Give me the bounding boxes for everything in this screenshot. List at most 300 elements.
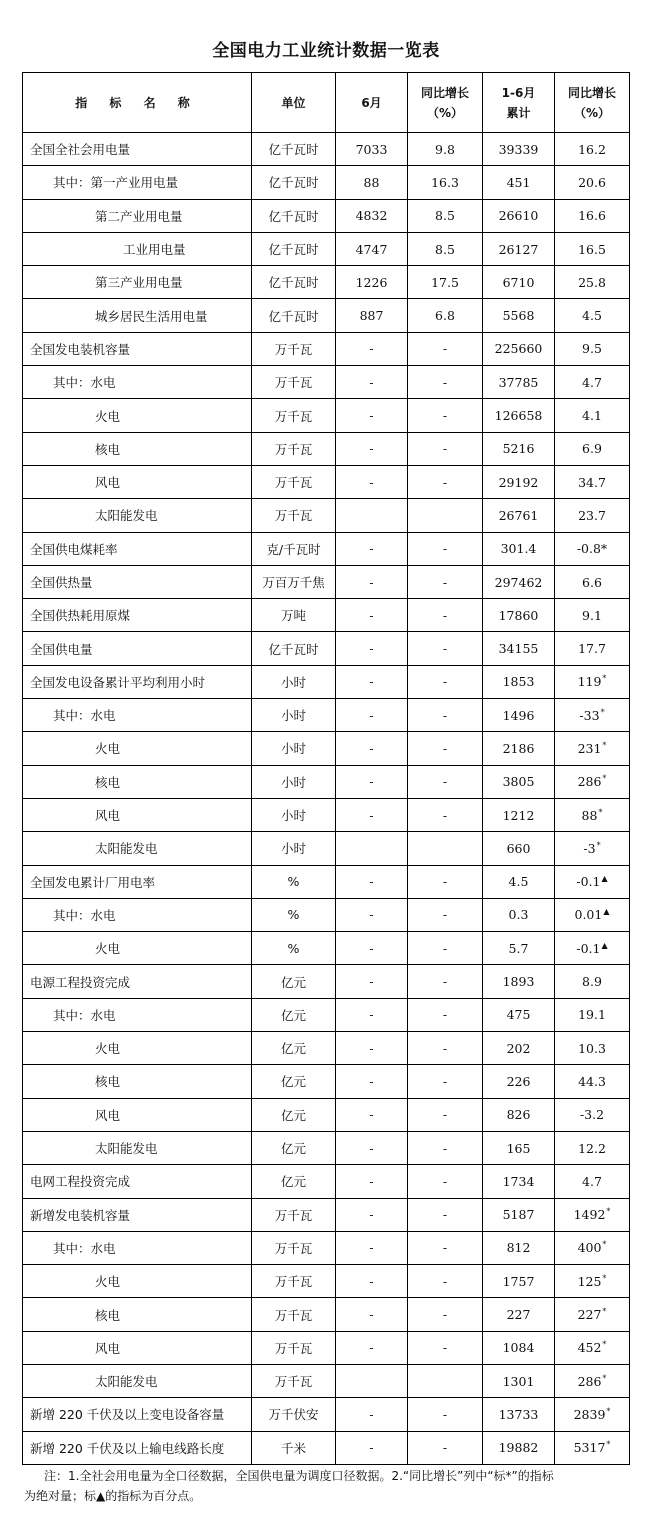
- row-month-value: [336, 1331, 408, 1364]
- row-month-yoy: [408, 1298, 483, 1331]
- row-unit: [252, 1298, 336, 1331]
- row-month-value: [336, 665, 408, 698]
- row-unit-text: 万千瓦: [274, 408, 313, 424]
- row-unit: [252, 765, 336, 798]
- row-month-value: [336, 133, 408, 166]
- row-cumulative-value-text: 5216: [502, 441, 535, 457]
- row-month-yoy: [408, 1265, 483, 1298]
- table-row: [23, 1065, 630, 1098]
- row-unit: [252, 1165, 336, 1198]
- row-indicator-name-text: 核电: [95, 441, 121, 457]
- row-cumulative-value: [483, 1364, 555, 1397]
- row-cumulative-yoy-text: 25.8: [578, 274, 606, 290]
- row-cumulative-value: [483, 1098, 555, 1131]
- row-unit-text: 小时: [280, 808, 306, 824]
- header-month-yoy-line1: 同比增长: [420, 85, 469, 100]
- row-cumulative-yoy-text: 4.7: [582, 1173, 602, 1189]
- row-cumulative-value-text: 17860: [498, 607, 539, 623]
- row-month-value: [336, 1131, 408, 1164]
- row-cumulative-yoy-text: 16.5: [578, 241, 606, 257]
- row-indicator-name: [23, 1364, 252, 1397]
- row-month-value-text: 1226: [355, 274, 388, 290]
- row-indicator-name: [23, 133, 252, 166]
- row-cumulative-value: [483, 1198, 555, 1231]
- row-unit-text: 万吨: [280, 608, 306, 624]
- table-row: [23, 665, 630, 698]
- row-cumulative-yoy: [555, 932, 630, 965]
- row-month-value-text: -: [369, 1007, 374, 1023]
- table-row: [23, 832, 630, 865]
- row-indicator-name-text: 全国全社会用电量: [30, 142, 131, 158]
- row-unit-text: 亿千瓦时: [268, 275, 319, 291]
- row-indicator-name-text: 风电: [95, 808, 121, 824]
- row-cumulative-yoy: [555, 1231, 630, 1264]
- row-indicator-name-text: 第二产业用电量: [95, 208, 183, 224]
- row-cumulative-yoy: [555, 1131, 630, 1164]
- row-unit: [252, 399, 336, 432]
- row-unit: [252, 732, 336, 765]
- row-month-value: [336, 266, 408, 299]
- row-indicator-name-text: 其中：水电: [53, 1007, 116, 1023]
- row-month-value-text: -: [369, 1140, 374, 1156]
- row-month-yoy-text: -: [442, 1273, 448, 1289]
- row-month-value-text: -: [369, 441, 374, 457]
- row-month-yoy: [408, 266, 483, 299]
- row-cumulative-yoy: [555, 865, 630, 898]
- table-row: [23, 1298, 630, 1331]
- row-cumulative-value: [483, 232, 555, 265]
- row-indicator-name-text: 全国供热量: [30, 575, 93, 590]
- row-month-value: [336, 832, 408, 865]
- row-indicator-name-text: 全国发电设备累计平均利用小时: [30, 674, 206, 690]
- row-cumulative-yoy: [555, 965, 630, 998]
- header-cumulative-line2: 累计: [506, 105, 531, 120]
- row-month-value: [336, 965, 408, 998]
- row-indicator-name: [23, 932, 252, 965]
- row-unit-text: 亿元: [280, 1041, 306, 1057]
- row-unit-text: 千米: [280, 1440, 306, 1456]
- row-month-yoy-text: 8.5: [435, 241, 455, 257]
- row-unit: [252, 632, 336, 665]
- table-row: [23, 299, 630, 332]
- table-row: [23, 532, 630, 565]
- table-row: [23, 1165, 630, 1198]
- row-month-yoy: [408, 1231, 483, 1264]
- table-row: [23, 1265, 630, 1298]
- row-indicator-name: [23, 898, 252, 931]
- row-unit: [252, 998, 336, 1031]
- absolute-value-mark: *: [606, 1440, 611, 1450]
- row-indicator-name-text: 新增发电装机容量: [30, 1207, 131, 1223]
- row-month-value: [336, 1265, 408, 1298]
- row-cumulative-value-text: 1853: [502, 674, 535, 690]
- row-cumulative-yoy: [555, 1331, 630, 1364]
- absolute-value-mark: *: [602, 674, 607, 684]
- row-unit: [252, 1331, 336, 1364]
- row-cumulative-value-text: 1893: [502, 974, 535, 990]
- row-unit: [252, 366, 336, 399]
- row-cumulative-value: [483, 665, 555, 698]
- row-cumulative-value: [483, 199, 555, 232]
- row-indicator-name: [23, 632, 252, 665]
- row-cumulative-yoy: [555, 266, 630, 299]
- row-cumulative-yoy-text: -3.2: [579, 1107, 605, 1123]
- table-row: [23, 965, 630, 998]
- row-unit-text: 万千瓦: [274, 1307, 313, 1323]
- row-unit-text: 万千瓦: [274, 508, 313, 524]
- absolute-value-mark: *: [602, 774, 607, 784]
- table-row: [23, 499, 630, 532]
- row-cumulative-yoy-text: 44.3: [578, 1073, 606, 1089]
- row-month-yoy: [408, 1131, 483, 1164]
- row-indicator-name: [23, 798, 252, 831]
- row-month-yoy: [408, 632, 483, 665]
- row-month-value-text: -: [369, 1040, 374, 1056]
- row-unit-text: 亿千瓦时: [268, 242, 319, 258]
- row-cumulative-value-text: 660: [506, 840, 531, 856]
- row-cumulative-yoy-text: -3: [583, 840, 596, 856]
- row-cumulative-value-text: 5.7: [508, 940, 529, 956]
- row-month-value: [336, 166, 408, 199]
- page-title: 全国电力工业统计数据一览表: [212, 41, 440, 61]
- row-month-value: [336, 399, 408, 432]
- row-month-yoy-text: -: [442, 341, 448, 357]
- row-month-yoy-text: 8.5: [435, 208, 455, 224]
- header-cumulative: [483, 73, 555, 133]
- row-cumulative-yoy-text: 286: [577, 774, 602, 790]
- row-month-value: [336, 798, 408, 831]
- row-cumulative-yoy: [555, 632, 630, 665]
- row-cumulative-yoy-text: 5317: [573, 1440, 606, 1456]
- row-month-yoy-text: -: [442, 1406, 448, 1422]
- row-cumulative-yoy: [555, 998, 630, 1031]
- row-indicator-name-text: 核电: [95, 1074, 121, 1090]
- row-cumulative-value: [483, 1265, 555, 1298]
- row-month-value-text: -: [369, 774, 374, 790]
- row-unit: [252, 798, 336, 831]
- row-indicator-name-text: 火电: [95, 1041, 121, 1057]
- row-month-yoy-text: -: [442, 1207, 448, 1223]
- row-indicator-name: [23, 599, 252, 632]
- row-month-yoy-text: -: [442, 740, 448, 756]
- row-month-value: [336, 1398, 408, 1431]
- row-unit: [252, 1098, 336, 1131]
- row-indicator-name: [23, 465, 252, 498]
- row-cumulative-yoy: [555, 299, 630, 332]
- row-cumulative-value-text: 227: [506, 1307, 531, 1323]
- row-cumulative-yoy: [555, 499, 630, 532]
- row-cumulative-yoy: [555, 1032, 630, 1065]
- footnote-line2: 为绝对量；标▲的指标为百分点。: [24, 1489, 202, 1503]
- row-month-yoy: [408, 532, 483, 565]
- row-month-value-text: -: [369, 607, 374, 623]
- table-row: [23, 1398, 630, 1431]
- row-month-value-text: -: [369, 1406, 374, 1422]
- row-month-yoy: [408, 1398, 483, 1431]
- row-cumulative-yoy: [555, 166, 630, 199]
- row-indicator-name-text: 风电: [95, 1107, 121, 1123]
- row-cumulative-yoy: [555, 332, 630, 365]
- row-month-value: [336, 1032, 408, 1065]
- row-unit-text: 小时: [280, 741, 306, 757]
- row-cumulative-value: [483, 599, 555, 632]
- row-cumulative-yoy-text: 227: [577, 1307, 602, 1323]
- row-month-value-text: -: [369, 1173, 374, 1189]
- row-cumulative-value-text: 29192: [498, 474, 539, 490]
- absolute-value-mark: *: [596, 840, 601, 850]
- row-cumulative-yoy-text: 1492: [573, 1207, 606, 1223]
- row-indicator-name: [23, 1065, 252, 1098]
- row-cumulative-yoy: [555, 432, 630, 465]
- row-unit-text: 小时: [280, 674, 306, 690]
- row-indicator-name-text: 火电: [95, 1274, 121, 1290]
- row-unit: [252, 1065, 336, 1098]
- row-indicator-name-text: 其中：第一产业用电量: [53, 175, 179, 191]
- row-indicator-name: [23, 1198, 252, 1231]
- row-cumulative-value: [483, 765, 555, 798]
- row-indicator-name: [23, 199, 252, 232]
- row-indicator-name: [23, 399, 252, 432]
- row-cumulative-yoy: [555, 732, 630, 765]
- row-indicator-name-text: 全国发电累计厂用电率: [30, 874, 156, 890]
- row-month-value: [336, 366, 408, 399]
- row-month-yoy: [408, 1331, 483, 1364]
- row-month-value-text: -: [369, 408, 374, 424]
- row-unit: [252, 232, 336, 265]
- row-cumulative-value-text: 2186: [502, 740, 535, 756]
- row-cumulative-yoy-text: 6.9: [582, 441, 602, 457]
- absolute-value-mark: *: [598, 807, 603, 817]
- row-cumulative-yoy-text: -0.8*: [576, 541, 608, 557]
- row-unit-text: 亿元: [280, 1174, 306, 1190]
- row-unit: [252, 865, 336, 898]
- row-unit-text: %: [287, 874, 300, 890]
- row-cumulative-value: [483, 366, 555, 399]
- row-month-yoy-text: -: [442, 474, 448, 490]
- row-month-value-text: -: [369, 641, 374, 657]
- row-cumulative-yoy-text: 34.7: [578, 474, 606, 490]
- row-cumulative-yoy: [555, 1198, 630, 1231]
- row-cumulative-value: [483, 332, 555, 365]
- row-month-value: [336, 865, 408, 898]
- row-month-yoy-text: -: [442, 1040, 448, 1056]
- row-cumulative-yoy-text: 0.01: [574, 907, 603, 923]
- table-row: [23, 366, 630, 399]
- table-row: [23, 565, 630, 598]
- row-indicator-name: [23, 432, 252, 465]
- row-unit: [252, 1198, 336, 1231]
- row-month-yoy-text: -: [442, 774, 448, 790]
- row-cumulative-value-text: 26610: [498, 208, 539, 224]
- row-indicator-name: [23, 1032, 252, 1065]
- row-cumulative-yoy-text: 12.2: [578, 1140, 606, 1156]
- row-cumulative-yoy-text: 88: [581, 807, 598, 823]
- row-month-value: [336, 732, 408, 765]
- row-cumulative-yoy: [555, 1265, 630, 1298]
- header-month-yoy-line2: （%）: [426, 105, 464, 120]
- row-cumulative-value-text: 3805: [502, 774, 535, 790]
- row-cumulative-value-text: 202: [506, 1040, 531, 1056]
- row-month-value: [336, 1198, 408, 1231]
- row-month-value-text: -: [369, 1107, 374, 1123]
- row-cumulative-value: [483, 1065, 555, 1098]
- row-month-yoy: [408, 499, 483, 532]
- row-indicator-name-text: 城乡居民生活用电量: [95, 308, 208, 324]
- row-unit-text: 亿元: [280, 1141, 306, 1157]
- row-unit: [252, 1431, 336, 1464]
- footnote-line1: 注：1.全社会用电量为全口径数据，全国供电量为调度口径数据。2.“同比增长”列中“标*”的指标: [44, 1469, 554, 1483]
- table-row: [23, 1098, 630, 1131]
- row-cumulative-value-text: 301.4: [500, 541, 537, 557]
- row-month-value: [336, 1364, 408, 1397]
- table-row: [23, 199, 630, 232]
- row-indicator-name: [23, 1298, 252, 1331]
- row-unit: [252, 1364, 336, 1397]
- row-month-value-text: -: [369, 974, 374, 990]
- row-cumulative-value: [483, 699, 555, 732]
- row-month-yoy-text: -: [442, 374, 448, 390]
- row-month-yoy: [408, 133, 483, 166]
- row-month-yoy: [408, 965, 483, 998]
- row-indicator-name: [23, 1398, 252, 1431]
- row-indicator-name: [23, 665, 252, 698]
- row-month-yoy-text: -: [442, 1107, 448, 1123]
- row-month-yoy-text: -: [442, 874, 448, 890]
- table-row: [23, 732, 630, 765]
- row-cumulative-value-text: 475: [506, 1007, 531, 1023]
- row-cumulative-yoy: [555, 399, 630, 432]
- row-cumulative-value: [483, 432, 555, 465]
- row-month-value: [336, 699, 408, 732]
- row-indicator-name: [23, 965, 252, 998]
- row-cumulative-value-text: 126658: [494, 408, 543, 424]
- row-cumulative-yoy-text: 23.7: [578, 507, 606, 523]
- row-indicator-name: [23, 232, 252, 265]
- row-month-yoy-text: -: [442, 807, 448, 823]
- row-unit-text: %: [287, 907, 300, 923]
- row-unit-text: 万千瓦: [274, 375, 313, 391]
- row-month-yoy-text: -: [442, 940, 448, 956]
- row-cumulative-value: [483, 798, 555, 831]
- row-month-value-text: -: [369, 1073, 374, 1089]
- row-cumulative-yoy: [555, 765, 630, 798]
- row-indicator-name-text: 其中：水电: [53, 708, 116, 724]
- table-row: [23, 599, 630, 632]
- row-unit: [252, 599, 336, 632]
- row-month-yoy: [408, 465, 483, 498]
- row-cumulative-value: [483, 266, 555, 299]
- row-month-value: [336, 1298, 408, 1331]
- header-cumulative-yoy-line1: 同比增长: [567, 85, 616, 100]
- row-cumulative-value-text: 5187: [502, 1207, 535, 1223]
- row-unit: [252, 565, 336, 598]
- row-indicator-name-text: 全国供热耗用原煤: [30, 608, 131, 624]
- row-cumulative-yoy: [555, 599, 630, 632]
- row-cumulative-yoy: [555, 1398, 630, 1431]
- row-month-value: [336, 1065, 408, 1098]
- row-month-value: [336, 432, 408, 465]
- row-cumulative-value: [483, 1131, 555, 1164]
- row-month-yoy-text: -: [442, 1073, 448, 1089]
- row-cumulative-value-text: 26761: [498, 507, 539, 523]
- row-cumulative-yoy-text: 119: [577, 674, 602, 690]
- row-cumulative-value-text: 226: [506, 1073, 531, 1089]
- row-cumulative-value: [483, 465, 555, 498]
- row-indicator-name-text: 火电: [95, 741, 121, 757]
- row-cumulative-value-text: 297462: [494, 574, 543, 590]
- row-cumulative-value-text: 1301: [502, 1373, 535, 1389]
- row-month-yoy-text: 6.8: [435, 308, 455, 324]
- row-month-value: [336, 199, 408, 232]
- row-unit-text: 万千瓦: [274, 1207, 313, 1223]
- row-month-value: [336, 898, 408, 931]
- row-month-yoy-text: -: [442, 974, 448, 990]
- row-cumulative-value: [483, 532, 555, 565]
- row-cumulative-yoy-text: 6.6: [582, 574, 602, 590]
- row-month-value-text: 4747: [355, 241, 388, 257]
- row-cumulative-value: [483, 965, 555, 998]
- row-cumulative-yoy-text: 19.1: [578, 1007, 606, 1023]
- absolute-value-mark: *: [606, 1406, 611, 1416]
- table-row: [23, 765, 630, 798]
- row-month-yoy: [408, 166, 483, 199]
- row-month-value-text: -: [369, 807, 374, 823]
- row-cumulative-yoy: [555, 1431, 630, 1464]
- row-cumulative-yoy: [555, 565, 630, 598]
- row-indicator-name-text: 电源工程投资完成: [30, 974, 131, 990]
- row-unit-text: 万千瓦: [274, 441, 313, 457]
- table-row: [23, 1364, 630, 1397]
- row-month-yoy-text: -: [442, 1307, 448, 1323]
- row-cumulative-value-text: 4.5: [508, 874, 529, 890]
- row-cumulative-yoy-text: 10.3: [578, 1040, 606, 1056]
- row-indicator-name: [23, 998, 252, 1031]
- row-cumulative-yoy: [555, 133, 630, 166]
- row-unit: [252, 932, 336, 965]
- row-cumulative-value: [483, 1398, 555, 1431]
- row-unit-text: 万千瓦: [274, 1340, 313, 1356]
- row-month-yoy: [408, 1431, 483, 1464]
- row-cumulative-value-text: 6710: [502, 274, 535, 290]
- row-cumulative-value: [483, 299, 555, 332]
- row-cumulative-yoy-text: -0.1: [576, 940, 601, 956]
- row-unit: [252, 1131, 336, 1164]
- row-unit: [252, 532, 336, 565]
- row-cumulative-yoy-text: 16.6: [578, 208, 606, 224]
- row-cumulative-yoy: [555, 1298, 630, 1331]
- row-indicator-name-text: 火电: [95, 408, 121, 424]
- row-cumulative-value-text: 37785: [498, 374, 539, 390]
- row-month-yoy-text: -: [442, 1007, 448, 1023]
- table-row: [23, 865, 630, 898]
- row-month-value-text: -: [369, 674, 374, 690]
- row-unit-text: 小时: [280, 841, 306, 857]
- row-cumulative-yoy: [555, 1065, 630, 1098]
- row-month-value-text: -: [369, 740, 374, 756]
- row-month-value: [336, 932, 408, 965]
- table-row: [23, 632, 630, 665]
- row-month-yoy: [408, 1032, 483, 1065]
- row-cumulative-value-text: 826: [506, 1107, 531, 1123]
- row-unit-text: 万千伏安: [268, 1407, 319, 1423]
- row-month-value-text: 887: [359, 308, 384, 324]
- percentage-point-mark: ▲: [601, 940, 608, 950]
- percentage-point-mark: ▲: [603, 907, 610, 917]
- row-month-yoy: [408, 732, 483, 765]
- row-month-yoy-text: -: [442, 541, 448, 557]
- row-indicator-name-text: 风电: [95, 1340, 121, 1356]
- row-month-value-text: -: [369, 1240, 374, 1256]
